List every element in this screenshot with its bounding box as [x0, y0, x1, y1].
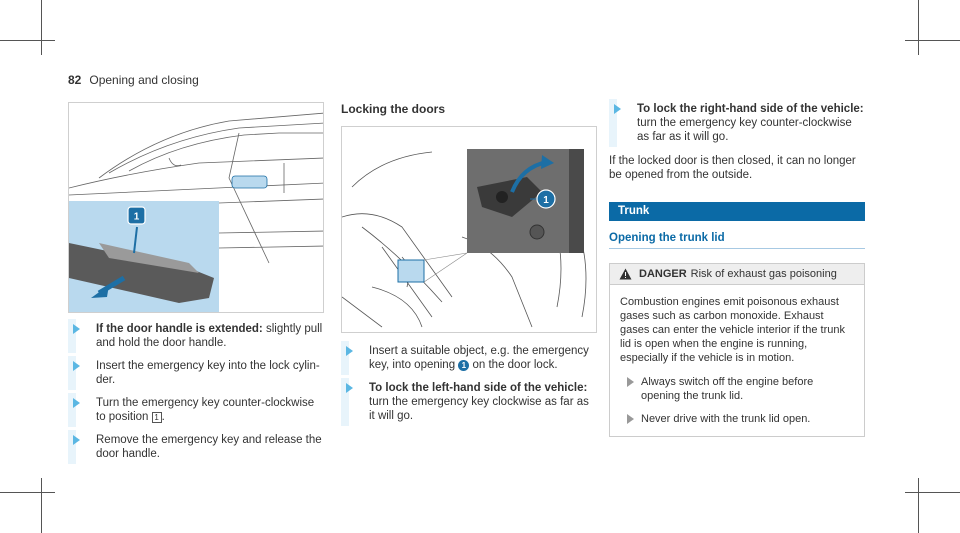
arrow-icon [73, 324, 80, 334]
figure-callout: 1 [543, 195, 549, 206]
column-3 [609, 102, 865, 437]
crop-mark [0, 40, 55, 41]
position-badge: 1 [152, 412, 162, 423]
arrow-icon [346, 346, 353, 356]
crop-mark [905, 492, 960, 493]
danger-heading: Risk of exhaust gas poisoning [690, 268, 837, 280]
crop-mark [918, 478, 919, 533]
locked-door-note: If the locked door is then closed, it can no longer be opened from the outside. [609, 155, 856, 181]
arrow-icon [614, 104, 621, 114]
danger-step: Never drive with the trunk lid open. [620, 412, 854, 426]
crop-mark [0, 492, 55, 493]
car-interior-drawing [342, 127, 597, 333]
step-extended-handle: If the door handle is extended: slightly pull and hold the door handle. [68, 322, 324, 350]
danger-label: DANGER [639, 268, 687, 280]
door-lock-illustration [341, 126, 597, 333]
page-header [68, 73, 199, 87]
danger-step: Always switch off the engine before opening the trunk lid. [620, 375, 854, 403]
danger-box [609, 263, 865, 437]
opening-badge: 1 [458, 360, 469, 371]
arrow-icon [346, 383, 353, 393]
step-insert-key: Insert the emergency key into the lock cylin-der. [68, 359, 324, 387]
crop-mark [918, 0, 919, 55]
arrow-icon [73, 435, 80, 445]
trunk-subtitle: Opening the trunk lid [609, 232, 865, 249]
arrow-icon [73, 361, 80, 371]
arrow-icon [73, 398, 80, 408]
step-turn-key: Turn the emergency key counter-clockwise to position 1 . [68, 396, 324, 424]
locking-doors-title: Locking the doors [341, 102, 446, 116]
step-remove-key: Remove the emergency key and release the door handle. [68, 433, 324, 461]
arrow-icon [627, 377, 634, 387]
column-2 [341, 102, 597, 423]
car-door-drawing [69, 103, 324, 313]
danger-text: Combustion engines emit poisonous exhaust gases such as carbon monoxide. Exhaust gases can enter the vehicle interior if the trunk lid is open when the engine is running, especially if the vehicle is in motion. [620, 296, 846, 364]
step-lock-left: To lock the left-hand side of the vehicle: turn the emergency key clockwise as far as it will go. [341, 381, 597, 423]
danger-body [610, 285, 864, 436]
crop-mark [905, 40, 960, 41]
page-number: 82 [68, 73, 82, 87]
door-handle-illustration [68, 102, 324, 313]
section-name: Opening and closing [89, 73, 199, 87]
trunk-section-banner: Trunk [609, 202, 865, 221]
figure-callout: 1 [133, 211, 140, 223]
crop-mark [41, 478, 42, 533]
danger-header [610, 264, 864, 285]
warning-icon [619, 268, 632, 280]
crop-mark [41, 0, 42, 55]
column-1 [68, 102, 324, 461]
arrow-icon [627, 414, 634, 424]
step-insert-object: Insert a suitable object, e.g. the emergency key, into opening 1 on the door lock. [341, 344, 597, 372]
step-lock-right: To lock the right-hand side of the vehicle: turn the emergency key counter-clockwise as far as it will go. [609, 102, 865, 144]
